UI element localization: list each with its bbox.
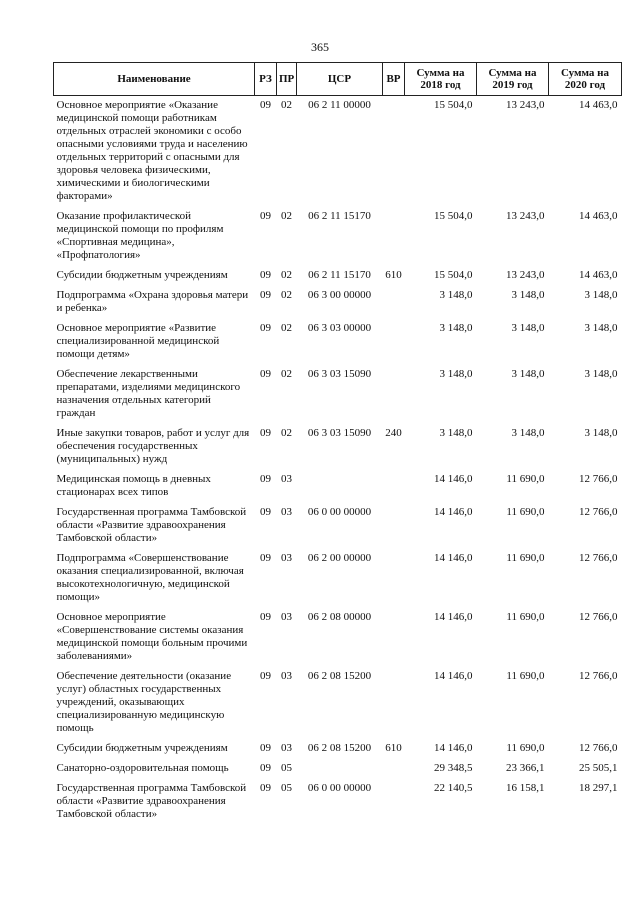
row-csr: 06 3 03 15090	[307, 427, 372, 439]
row-sum-2018: 22 140,5	[434, 782, 473, 794]
row-sum-2019: 3 148,0	[511, 427, 545, 439]
table-row	[54, 470, 622, 503]
row-rz: 09	[260, 269, 271, 281]
table-header-row	[54, 63, 622, 96]
row-sum-2019: 11 690,0	[506, 473, 545, 485]
row-pr: 03	[281, 742, 292, 754]
row-csr: 06 2 11 00000	[308, 99, 371, 111]
row-csr: 06 3 03 00000	[307, 322, 372, 334]
row-name: Подпрограмма «Охрана здоровья матери и ребенка»	[56, 289, 249, 314]
table-row	[54, 207, 622, 266]
row-sum-2019: 3 148,0	[511, 289, 545, 301]
row-vr	[383, 759, 405, 779]
row-rz: 09	[260, 506, 271, 518]
budget-table	[53, 62, 622, 825]
row-vr	[383, 503, 405, 549]
row-sum-2019: 23 366,1	[506, 762, 545, 774]
row-csr: 06 0 00 00000	[307, 506, 372, 518]
row-name: Государственная программа Тамбовской области «Развитие здравоохранения Тамбовской области»	[56, 506, 247, 544]
row-sum-2018: 3 148,0	[439, 289, 473, 301]
row-sum-2019: 13 243,0	[506, 210, 545, 222]
row-sum-2018: 14 146,0	[434, 611, 473, 623]
row-pr: 02	[281, 269, 292, 281]
row-name: Основное мероприятие «Совершенствование системы оказания медицинской помощи больным прочими заболеваниями»	[56, 611, 248, 662]
table-row	[54, 424, 622, 470]
row-name: Медицинская помощь в дневных стационарах всех типов	[56, 473, 211, 498]
row-sum-2019: 3 148,0	[511, 322, 545, 334]
row-name: Обеспечение деятельности (оказание услуг) областных государственных учреждений, оказывающих специализированную медицинскую помощь	[56, 670, 232, 734]
row-sum-2019: 16 158,1	[506, 782, 545, 794]
row-pr: 03	[281, 506, 292, 518]
row-sum-2018: 3 148,0	[439, 322, 473, 334]
table-row	[54, 365, 622, 424]
row-rz: 09	[260, 670, 271, 682]
row-sum-2020: 3 148,0	[584, 289, 618, 301]
row-sum-2018: 14 146,0	[434, 473, 473, 485]
row-pr: 02	[281, 210, 292, 222]
row-name: Оказание профилактической медицинской помощи по профилям «Спортивная медицина», «Профпатология»	[56, 210, 224, 261]
row-rz: 09	[260, 473, 271, 485]
header-sum-2018: Сумма на 2018 год	[405, 63, 477, 96]
row-sum-2018: 3 148,0	[439, 427, 473, 439]
row-rz: 09	[260, 368, 271, 380]
header-sum-2020: Сумма на 2020 год	[549, 63, 622, 96]
row-vr	[383, 608, 405, 667]
row-pr: 02	[281, 322, 292, 334]
row-vr	[383, 207, 405, 266]
table-row	[54, 759, 622, 779]
row-pr: 05	[281, 762, 292, 774]
row-rz: 09	[260, 742, 271, 754]
table-row	[54, 96, 622, 208]
table-row	[54, 549, 622, 608]
row-pr: 02	[281, 289, 292, 301]
row-vr	[383, 96, 405, 208]
row-vr	[383, 470, 405, 503]
row-sum-2020: 3 148,0	[584, 368, 618, 380]
row-pr: 03	[281, 670, 292, 682]
row-rz: 09	[260, 210, 271, 222]
row-vr	[383, 365, 405, 424]
row-sum-2019: 13 243,0	[506, 99, 545, 111]
row-name: Иные закупки товаров, работ и услуг для обеспечения государственных (муниципальных) нужд	[56, 427, 250, 465]
header-pr: ПР	[277, 63, 297, 96]
row-name: Подпрограмма «Совершенствование оказания специализированной, включая высокотехнологичную, медицинской помощи»	[56, 552, 244, 603]
table-body	[54, 96, 622, 826]
row-name: Обеспечение лекарственными препаратами, изделиями медицинского назначения отдельных категорий граждан	[56, 368, 241, 419]
row-csr: 06 2 08 15200	[307, 742, 372, 754]
row-rz: 09	[260, 762, 271, 774]
table-row	[54, 503, 622, 549]
row-rz: 09	[260, 322, 271, 334]
row-vr	[383, 319, 405, 365]
row-sum-2020: 12 766,0	[579, 552, 618, 564]
row-sum-2018: 15 504,0	[434, 269, 473, 281]
row-vr	[383, 779, 405, 825]
row-vr	[383, 286, 405, 319]
page-number: 365	[311, 40, 329, 54]
row-sum-2020: 14 463,0	[579, 210, 618, 222]
row-csr: 06 2 08 15200	[307, 670, 372, 682]
row-sum-2020: 12 766,0	[579, 506, 618, 518]
table-row	[54, 319, 622, 365]
table-row	[54, 779, 622, 825]
row-sum-2019: 11 690,0	[506, 506, 545, 518]
row-rz: 09	[260, 289, 271, 301]
row-pr: 03	[281, 473, 292, 485]
row-name: Государственная программа Тамбовской области «Развитие здравоохранения Тамбовской области»	[56, 782, 247, 820]
row-csr: 06 2 11 15170	[308, 269, 371, 281]
row-sum-2019: 13 243,0	[506, 269, 545, 281]
row-csr: 06 2 00 00000	[307, 552, 372, 564]
row-pr: 05	[281, 782, 292, 794]
row-csr: 06 3 00 00000	[307, 289, 372, 301]
row-vr: 610	[385, 269, 402, 281]
row-sum-2018: 15 504,0	[434, 99, 473, 111]
row-sum-2019: 11 690,0	[506, 742, 545, 754]
row-csr: 06 3 03 15090	[307, 368, 372, 380]
row-sum-2019: 11 690,0	[506, 611, 545, 623]
row-csr	[297, 759, 383, 779]
row-sum-2020: 14 463,0	[579, 269, 618, 281]
row-pr: 02	[281, 368, 292, 380]
row-csr: 06 2 11 15170	[308, 210, 371, 222]
row-sum-2020: 14 463,0	[579, 99, 618, 111]
row-rz: 09	[260, 782, 271, 794]
row-sum-2020: 18 297,1	[579, 782, 618, 794]
row-sum-2018: 14 146,0	[434, 506, 473, 518]
row-sum-2018: 29 348,5	[434, 762, 473, 774]
row-sum-2019: 11 690,0	[506, 552, 545, 564]
row-rz: 09	[260, 552, 271, 564]
header-csr: ЦСР	[297, 63, 383, 96]
table-row	[54, 739, 622, 759]
row-csr	[297, 470, 383, 503]
row-sum-2018: 14 146,0	[434, 552, 473, 564]
header-sum-2019: Сумма на 2019 год	[477, 63, 549, 96]
row-sum-2018: 14 146,0	[434, 742, 473, 754]
row-rz: 09	[260, 611, 271, 623]
row-vr: 610	[385, 742, 402, 754]
row-name: Субсидии бюджетным учреждениям	[56, 742, 228, 754]
row-csr: 06 2 08 00000	[307, 611, 372, 623]
row-pr: 02	[281, 427, 292, 439]
row-name: Основное мероприятие «Развитие специализированной медицинской помощи детям»	[56, 322, 220, 360]
row-sum-2019: 11 690,0	[506, 670, 545, 682]
row-name: Санаторно-оздоровительная помощь	[56, 762, 229, 774]
row-vr	[383, 667, 405, 739]
row-pr: 02	[281, 99, 292, 111]
row-sum-2018: 15 504,0	[434, 210, 473, 222]
table-row	[54, 608, 622, 667]
row-sum-2018: 14 146,0	[434, 670, 473, 682]
row-sum-2020: 12 766,0	[579, 670, 618, 682]
row-rz: 09	[260, 427, 271, 439]
row-vr	[383, 549, 405, 608]
table-row	[54, 266, 622, 286]
row-sum-2019: 3 148,0	[511, 368, 545, 380]
row-name: Основное мероприятие «Оказание медицинской помощи работникам отдельных отраслей экономики с особо опасными условиями труда и населению отдельных территорий с опасными для здоровья человека физическими, химическими и биологическими факторами»	[56, 99, 248, 202]
table-row	[54, 667, 622, 739]
row-sum-2018: 3 148,0	[439, 368, 473, 380]
row-sum-2020: 3 148,0	[584, 427, 618, 439]
row-sum-2020: 25 505,1	[579, 762, 618, 774]
row-pr: 03	[281, 552, 292, 564]
row-sum-2020: 3 148,0	[584, 322, 618, 334]
header-vr: ВР	[383, 63, 405, 96]
header-rz: РЗ	[255, 63, 277, 96]
row-csr: 06 0 00 00000	[307, 782, 372, 794]
row-pr: 03	[281, 611, 292, 623]
row-sum-2020: 12 766,0	[579, 473, 618, 485]
header-name: Наименование	[54, 63, 255, 96]
row-sum-2020: 12 766,0	[579, 611, 618, 623]
table-row	[54, 286, 622, 319]
row-sum-2020: 12 766,0	[579, 742, 618, 754]
row-vr: 240	[385, 427, 402, 439]
row-name: Субсидии бюджетным учреждениям	[56, 269, 228, 281]
row-rz: 09	[260, 99, 271, 111]
